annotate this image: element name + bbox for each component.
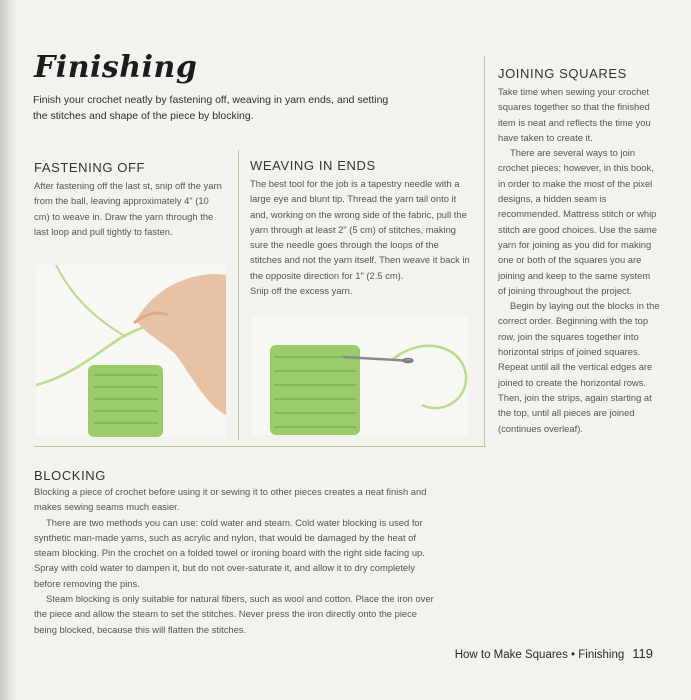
joining-paragraph-3: Begin by laying out the blocks in the correct order. Beginning with the top row, join the squares together into horizontal strips of joined squares. Repeat until all the vertical edges are joined to create the horizontal rows. Then, join the strips, again starting at the top, until all pieces are joined (continues overleaf). xyxy=(498,300,660,434)
column-rule-left xyxy=(238,150,239,440)
blocking-paragraph-3: Steam blocking is only suitable for natural fibers, such as wool and cotton. Place the iron over the piece and allow the steam to set the stitches. Never press the iron directly onto the piece being blocked, because this will flatten the stitches. xyxy=(34,593,434,635)
joining-paragraph-1: Take time when sewing your crochet squares together so that the finished item is neat and reflects the time you have taken to create it. xyxy=(498,86,651,143)
page-number: 119 xyxy=(632,646,653,661)
blocking-text xyxy=(34,484,442,637)
joining-heading: JOINING SQUARES xyxy=(498,66,627,81)
fastening-off-text xyxy=(34,178,224,239)
weaving-text xyxy=(250,176,472,298)
blocking-paragraph-1: Blocking a piece of crochet before using it or sewing it to other pieces creates a neat finish and makes sewing seams much easier. xyxy=(34,486,427,513)
weaving-paragraph-1: The best tool for the job is a tapestry needle with a large eye and blunt tip. Thread the yarn tail onto it and, working on the wrong side of the fabric, pull the yarn through at least 2" (5 cm) of stitches, making sure the needle goes through the loops of the stitches and not the yarn itself. Then weave it back in the opposite direction for 1" (2.5 cm). xyxy=(250,178,470,281)
section-rule xyxy=(34,446,486,447)
weaving-heading: WEAVING IN ENDS xyxy=(250,158,376,173)
blocking-heading: BLOCKING xyxy=(34,468,106,483)
running-head: How to Make Squares • Finishing xyxy=(454,649,625,661)
page-footer xyxy=(455,646,653,661)
page-spine-shadow xyxy=(0,0,18,700)
column-rule-right xyxy=(484,56,485,446)
weaving-photo xyxy=(252,315,468,435)
needle-weaving-illustration xyxy=(252,315,468,435)
blocking-paragraph-2: There are two methods you can use: cold water and steam. Cold water blocking is used for synthetic man-made yarns, such as acrylic and nylon, that would be damaged by the heat of steam blocking. Pin the crochet on a folded towel or ironing board with the right side facing up. Spray with cold water to dampen it, but do not over-saturate it, and allow it to dry completely before removing the pins. xyxy=(34,516,425,589)
page-intro: Finish your crochet neatly by fastening off, weaving in yarn ends, and setting the stitches and shape of the piece by blocking. xyxy=(33,94,389,122)
fastening-off-photo xyxy=(36,265,226,437)
page-title: Finishing xyxy=(34,50,198,85)
hand-pulling-yarn-illustration xyxy=(36,265,226,437)
weaving-paragraph-2: Snip off the excess yarn. xyxy=(250,285,353,297)
joining-paragraph-2: There are several ways to join crochet pieces; however, in this book, in order to make the most of the pixel designs, a hidden seam is recommended. Mattress stitch or whip stitch are good choices. Use the same yarn for joining as you did for making one or both of the squares you are joining and keep to the same system of joining throughout the project. xyxy=(498,147,657,296)
joining-text xyxy=(498,84,660,436)
fastening-off-paragraph: After fastening off the last st, snip off the yarn from the ball, leaving approximately 4" (10 cm) to weave in. Draw the yarn through the last loop and pull tightly to fasten. xyxy=(34,180,222,237)
fastening-off-heading: FASTENING OFF xyxy=(34,160,146,175)
